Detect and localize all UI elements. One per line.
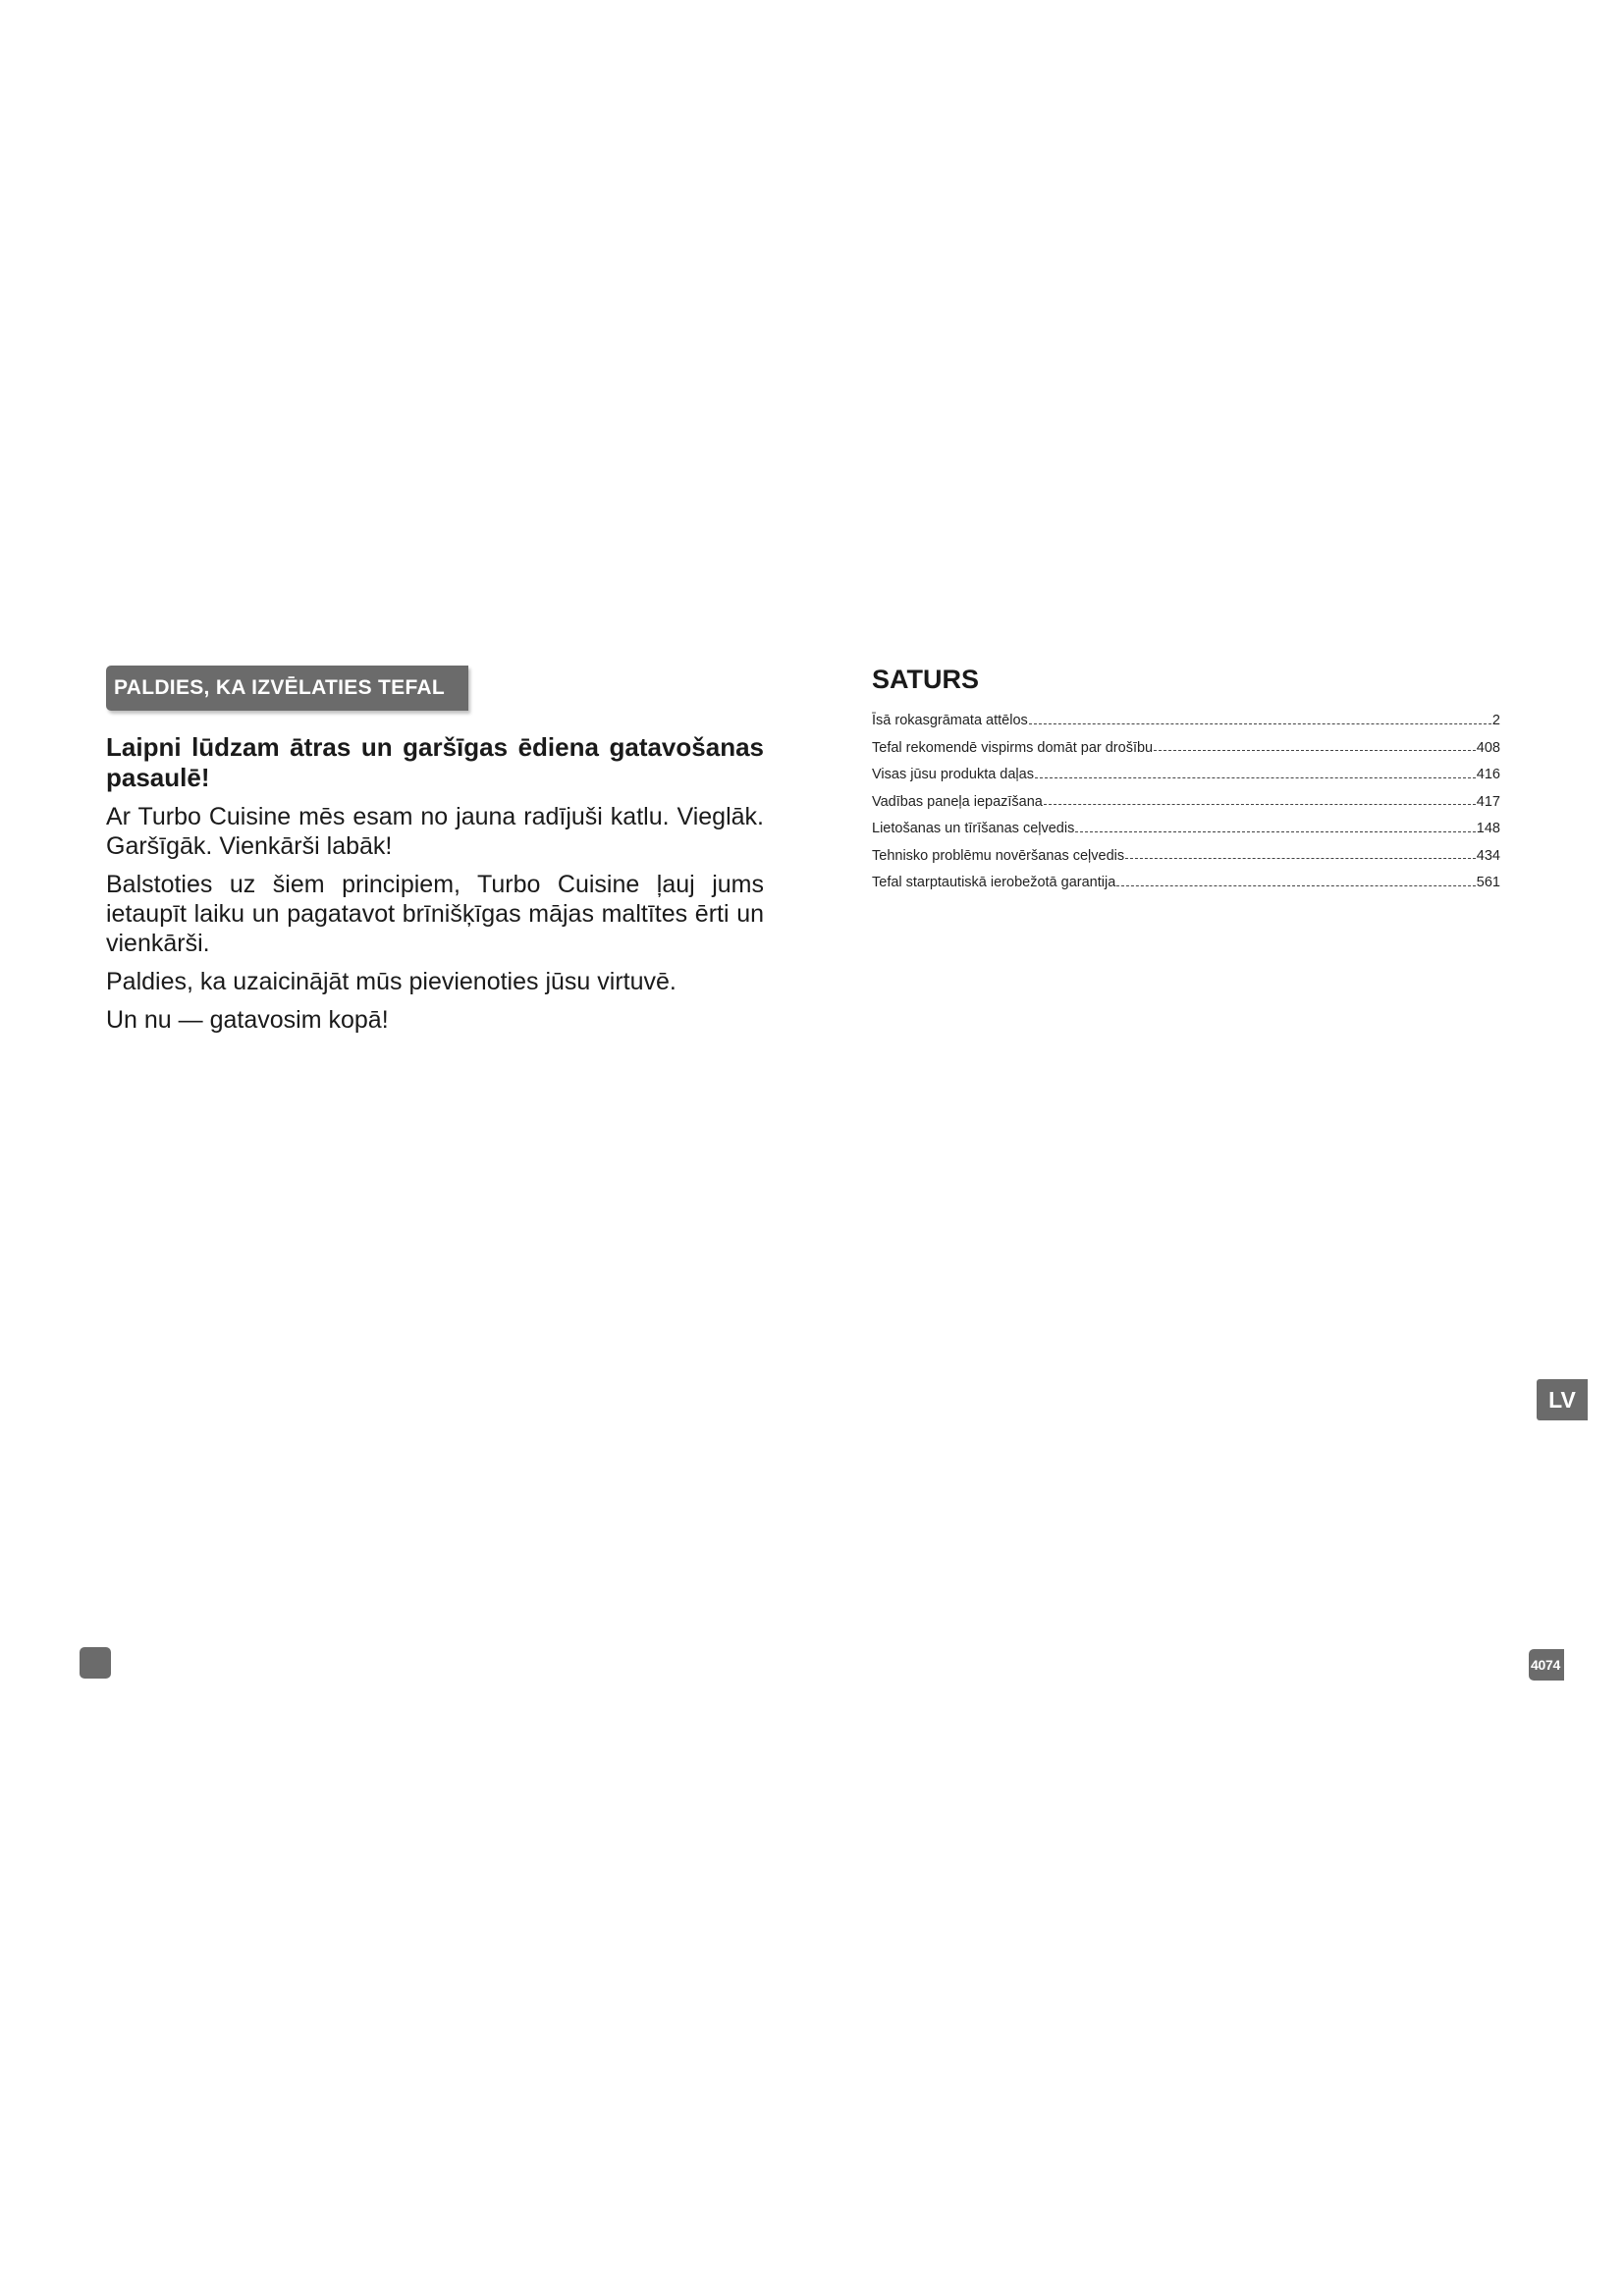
toc-entry-page: 417 (1476, 793, 1500, 810)
toc-entry-page: 148 (1476, 821, 1500, 836)
intro-paragraph-2: Balstoties uz šiem principiem, Turbo Cuisine ļauj jums ietaupīt laiku un pagatavot brīnišķīgas mājas maltītes ērti un vienkārši. (106, 871, 764, 957)
intro-paragraph-3: Paldies, ka uzaicinājāt mūs pievienoties jūsu virtuvē. (106, 968, 677, 995)
toc-entry-page: 408 (1476, 739, 1500, 756)
toc-leader-dots (1029, 723, 1491, 724)
toc-entry-label: Tefal rekomendē vispirms domāt par drošību (872, 739, 1154, 756)
toc-entry-label: Īsā rokasgrāmata attēlos (872, 713, 1028, 728)
toc-entry-label: Lietošanas un tīrīšanas ceļvedis (872, 821, 1075, 836)
language-tab: LV (1537, 1379, 1588, 1420)
toc-entry[interactable] (872, 708, 1500, 735)
toc-leader-dots (1116, 885, 1476, 886)
toc-entry-label: Vadības paneļa iepazīšana (872, 793, 1043, 810)
toc-entry-page: 2 (1491, 713, 1500, 728)
welcome-title: Laipni lūdzam ātras un garšīgas ēdiena gatavošanas pasaulē! (106, 732, 764, 792)
section-heading-tab: PALDIES, KA IZVĒLATIES TEFAL (106, 666, 468, 711)
toc-leader-dots (1154, 750, 1476, 751)
corner-marker (80, 1647, 111, 1679)
toc-entry[interactable] (872, 762, 1500, 789)
toc-entry[interactable] (872, 870, 1500, 897)
toc-entry-label: Tefal starptautiskā ierobežotā garantija (872, 875, 1116, 890)
toc-leader-dots (1125, 858, 1476, 859)
intro-paragraph-1: Ar Turbo Cuisine mēs esam no jauna radījuši katlu. Vieglāk. Garšīgāk. Vienkārši labāk! (106, 803, 764, 860)
toc-leader-dots (1035, 777, 1476, 778)
toc-entry[interactable] (872, 816, 1500, 843)
toc-list (872, 708, 1500, 897)
toc-entry-page: 434 (1476, 847, 1500, 864)
toc-entry-label: Tehnisko problēmu novēršanas ceļvedis (872, 847, 1125, 864)
toc-leader-dots (1075, 831, 1475, 832)
toc-entry-label: Visas jūsu produkta daļas (872, 767, 1034, 782)
toc-entry-page: 561 (1476, 875, 1500, 890)
intro-paragraph-4: Un nu — gatavosim kopā! (106, 1006, 389, 1034)
intro-section (106, 666, 764, 1035)
toc-entry[interactable] (872, 843, 1500, 871)
table-of-contents (872, 664, 1500, 897)
toc-title: SATURS (872, 665, 980, 694)
toc-leader-dots (1044, 804, 1476, 805)
toc-entry[interactable] (872, 735, 1500, 763)
toc-entry-page: 416 (1476, 767, 1500, 782)
toc-entry[interactable] (872, 789, 1500, 817)
page-number-badge: 4074 (1529, 1649, 1564, 1681)
